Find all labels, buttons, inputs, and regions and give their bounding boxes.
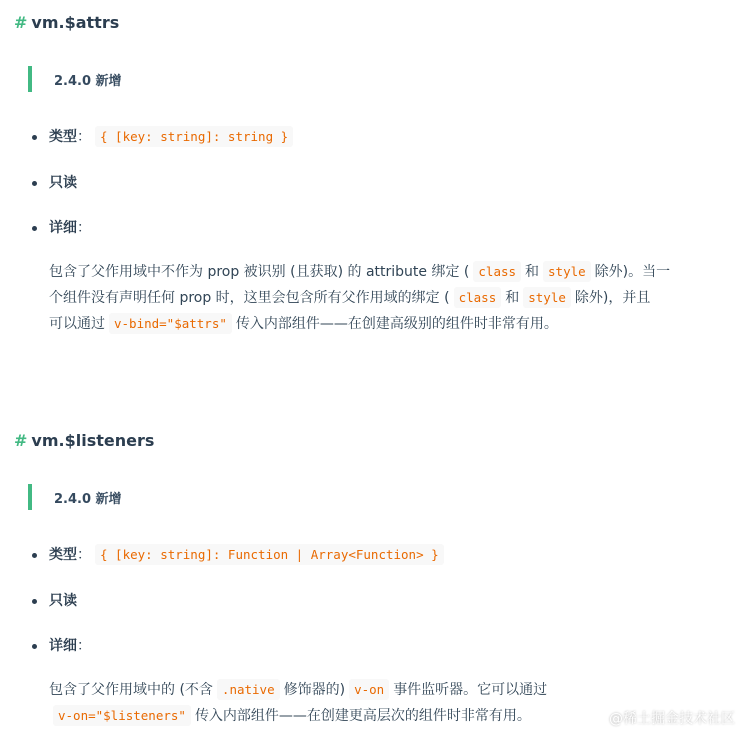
bullet-dot bbox=[32, 226, 37, 231]
type-label: 类型 bbox=[49, 547, 77, 563]
paragraph-text: 可以通过 bbox=[49, 316, 105, 332]
version-tip bbox=[28, 66, 732, 92]
anchor-hash-link[interactable]: # bbox=[14, 431, 28, 450]
tip-text: 2.4.0 新增 bbox=[54, 492, 122, 507]
paragraph-text: 修饰器的) bbox=[283, 682, 346, 698]
paragraph-line bbox=[49, 259, 739, 285]
paragraph-text: 和 bbox=[525, 264, 540, 280]
inline-code: style bbox=[523, 287, 571, 308]
version-tip bbox=[28, 484, 732, 510]
details-paragraph bbox=[49, 259, 739, 337]
inline-code: v-on="$listeners" bbox=[53, 705, 191, 726]
paragraph-text: 个组件没有声明任何 prop 时，这里会包含所有父作用域的绑定 ( bbox=[49, 290, 450, 306]
section-heading bbox=[14, 13, 119, 32]
bullet-dot bbox=[32, 599, 37, 604]
type-sep: ： bbox=[77, 129, 91, 145]
bullet-dot bbox=[32, 553, 37, 558]
paragraph-text: 事件监听器。它可以通过 bbox=[393, 682, 548, 698]
tip-text: 2.4.0 新增 bbox=[54, 74, 122, 89]
bullet-dot bbox=[32, 644, 37, 649]
paragraph-text: 和 bbox=[505, 290, 520, 306]
details-sep: ： bbox=[77, 220, 91, 236]
site-watermark: @稀土掘金技术社区 bbox=[609, 711, 735, 727]
inline-code: style bbox=[543, 261, 591, 282]
bullet-dot bbox=[32, 181, 37, 186]
readonly-item bbox=[49, 172, 77, 194]
details-sep: ： bbox=[77, 638, 91, 654]
paragraph-text: 除外)，并且 bbox=[574, 290, 651, 306]
type-item bbox=[49, 126, 297, 148]
paragraph-line bbox=[49, 311, 739, 337]
readonly-label: 只读 bbox=[49, 593, 77, 609]
paragraph-line bbox=[49, 677, 739, 703]
details-label: 详细 bbox=[49, 220, 77, 236]
paragraph-text: 除外)。当一 bbox=[594, 264, 671, 280]
details-item bbox=[49, 635, 91, 657]
paragraph-text: 传入内部组件——在创建高级别的组件时非常有用。 bbox=[235, 316, 558, 332]
inline-code: .native bbox=[217, 679, 280, 700]
details-item bbox=[49, 217, 91, 239]
type-label: 类型 bbox=[49, 129, 77, 145]
inline-code: class bbox=[473, 261, 521, 282]
type-code: { [key: string]: string } bbox=[95, 126, 293, 147]
paragraph-line bbox=[49, 285, 739, 311]
heading-text: vm.$listeners bbox=[31, 431, 155, 450]
readonly-label: 只读 bbox=[49, 175, 77, 191]
inline-code: v-bind="$attrs" bbox=[109, 313, 232, 334]
inline-code: v-on bbox=[349, 679, 389, 700]
bullet-dot bbox=[32, 135, 37, 140]
section-heading bbox=[14, 431, 154, 450]
paragraph-text: 包含了父作用域中不作为 prop 被识别 (且获取) 的 attribute 绑定 ( bbox=[49, 264, 470, 280]
inline-code: class bbox=[454, 287, 502, 308]
type-sep: ： bbox=[77, 547, 91, 563]
details-label: 详细 bbox=[49, 638, 77, 654]
paragraph-text: 传入内部组件——在创建更高层次的组件时非常有用。 bbox=[194, 708, 531, 724]
type-item bbox=[49, 544, 448, 566]
readonly-item bbox=[49, 590, 77, 612]
paragraph-text: 包含了父作用域中的 (不含 bbox=[49, 682, 213, 698]
anchor-hash-link[interactable]: # bbox=[14, 13, 28, 32]
heading-text: vm.$attrs bbox=[31, 13, 120, 32]
type-code: { [key: string]: Function | Array<Function> } bbox=[95, 544, 444, 565]
